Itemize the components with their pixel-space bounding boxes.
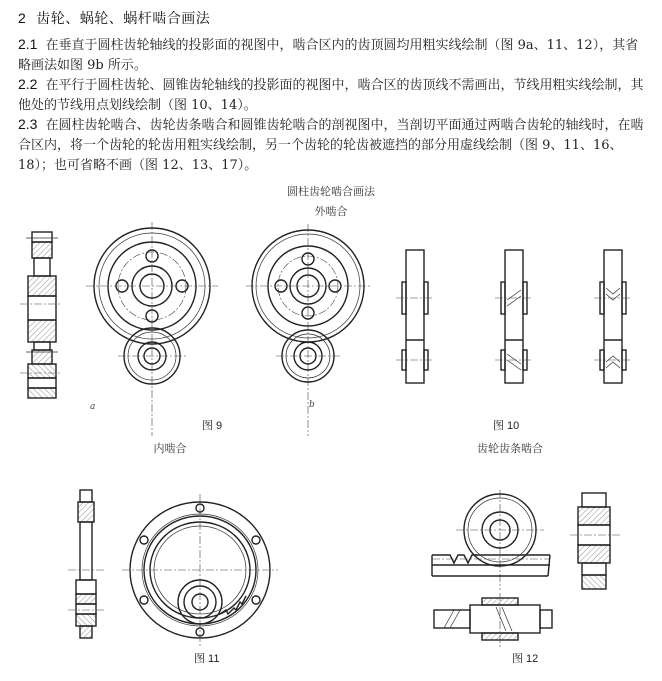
fig9-sublabel-a: a — [90, 402, 96, 412]
paragraph-2-1 — [18, 34, 648, 76]
fig10-caption: 图 10 — [493, 420, 520, 432]
section-heading — [18, 8, 210, 28]
fig11-caption: 图 11 — [194, 653, 220, 665]
paragraph-2-3 — [18, 114, 648, 176]
paragraph-text: 在垂直于圆柱齿轮轴线的投影面的视图中，啮合区内的齿顶圆均用粗实线绘制（图 9a、11、12），其省略画法如图 9b 所示。 — [18, 38, 639, 73]
paragraph-number: 2.3 — [18, 116, 38, 132]
paragraph-2-2 — [18, 74, 648, 116]
figure-group-title: 圆柱齿轮啮合画法 — [287, 185, 375, 198]
section-title: 齿轮、蜗轮、蜗杆啮合画法 — [36, 10, 211, 26]
fig12-caption: 图 12 — [512, 653, 539, 665]
paragraph-number: 2.2 — [18, 76, 38, 92]
fig12-rack-pinion — [430, 485, 662, 635]
fig9-caption: 图 9 — [202, 420, 223, 432]
fig9-sublabel-b: b — [309, 400, 315, 410]
fig9a-section-view — [0, 220, 80, 400]
fig11-front-view — [120, 480, 280, 640]
fig11-section-view — [60, 480, 120, 650]
paragraph-number: 2.1 — [18, 36, 38, 52]
fig9b-simplified-view — [248, 220, 378, 400]
paragraph-text: 在圆柱齿轮啮合、齿轮齿条啮合和圆锥齿轮啮合的剖视图中，当剖切平面通过两啮合齿轮的轴线时，在啮合区内，将一个齿轮的轮齿用粗实线绘制，另一个齿轮的轮齿被遮挡的部分用虚线绘制（图 9、11、16、18）；也可省略不画（图 12、13、17）。 — [18, 118, 644, 173]
section-number: 2 — [18, 10, 27, 26]
external-mesh-label: 外啮合 — [314, 205, 348, 218]
internal-mesh-label: 内啮合 — [153, 442, 187, 455]
fig9a-front-view — [88, 220, 218, 400]
rack-mesh-label: 齿轮齿条啮合 — [477, 442, 543, 455]
paragraph-text: 在平行于圆柱齿轮、圆锥齿轮轴线的投影面的视图中，啮合区的齿顶线不需画出，节线用粗实线绘制，其他处的节线用点划线绘制（图 10、14）。 — [18, 78, 644, 113]
fig10-parallel-views — [390, 220, 662, 400]
